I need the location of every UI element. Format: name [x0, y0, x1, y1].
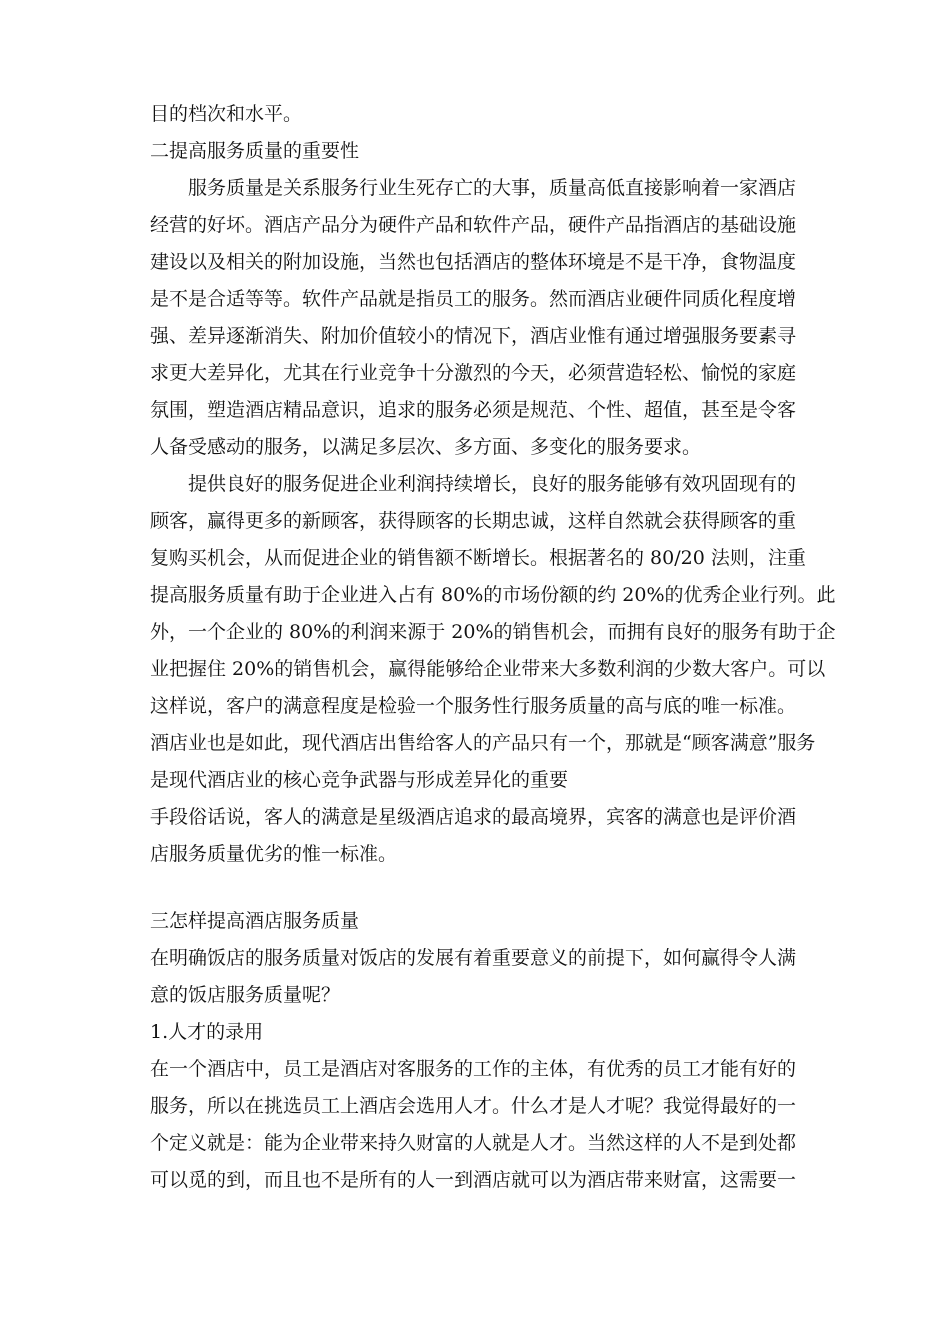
paragraph-line: 强、差异逐渐消失、附加价值较小的情况下，酒店业惟有通过增强服务要素寻	[150, 325, 797, 347]
paragraph-line: 人备受感动的服务，以满足多层次、多方面、多变化的服务要求。	[150, 436, 702, 458]
paragraph-line: 外，一个企业的 80%的利润来源于 20%的销售机会，而拥有良好的服务有助于企	[150, 621, 836, 643]
paragraph-line: 顾客，赢得更多的新顾客，获得顾客的长期忠诚，这样自然就会获得顾客的重	[150, 510, 797, 532]
paragraph-line: 业把握住 20%的销售机会，赢得能够给企业带来大多数利润的少数大客户。可以	[150, 658, 826, 680]
paragraph-line: 提高服务质量有助于企业进入占有 80%的市场份额的约 20%的优秀企业行列。此	[150, 584, 836, 606]
paragraph-line: 氛围，塑造酒店精品意识，追求的服务必须是规范、个性、超值，甚至是令客	[150, 399, 797, 421]
paragraph-gap	[150, 873, 810, 903]
paragraph-line: 酒店业也是如此，现代酒店出售给客人的产品只有一个，那就是“顾客满意”服务	[150, 732, 816, 754]
paragraph-line: 在一个酒店中，员工是酒店对客服务的工作的主体，有优秀的员工才能有好的	[150, 1058, 797, 1080]
document-body	[150, 96, 836, 1199]
subsection-heading: 1.人才的录用	[150, 1021, 264, 1043]
paragraph-line: 是不是合适等等。软件产品就是指员工的服务。然而酒店业硬件同质化程度增	[150, 288, 797, 310]
paragraph-line: 可以觅的到，而且也不是所有的人一到酒店就可以为酒店带来财富，这需要一	[150, 1169, 797, 1191]
paragraph-line: 意的饭店服务质量呢？	[150, 984, 341, 1006]
paragraph-line: 手段俗话说，客人的满意是星级酒店追求的最高境界，宾客的满意也是评价酒	[150, 806, 797, 828]
paragraph-line: 求更大差异化，尤其在行业竞争十分激烈的今天，必须营造轻松、愉悦的家庭	[150, 362, 797, 384]
paragraph-line: 这样说，客户的满意程度是检验一个服务性行服务质量的高与底的唯一标准。	[150, 695, 797, 717]
paragraph-line: 提供良好的服务促进企业利润持续增长，良好的服务能够有效巩固现有的	[188, 473, 797, 495]
section-heading: 二提高服务质量的重要性	[150, 140, 360, 162]
paragraph-line: 服务质量是关系服务行业生死存亡的大事，质量高低直接影响着一家酒店	[188, 177, 797, 199]
paragraph-line: 复购买机会，从而促进企业的销售额不断增长。根据著名的 80/20 法则，注重	[150, 547, 806, 569]
paragraph-line: 目的档次和水平。	[150, 103, 303, 125]
paragraph-line: 是现代酒店业的核心竞争武器与形成差异化的重要	[150, 769, 569, 791]
paragraph-line: 服务，所以在挑选员工上酒店会选用人才。什么才是人才呢？我觉得最好的一	[150, 1095, 797, 1117]
paragraph-line: 在明确饭店的服务质量对饭店的发展有着重要意义的前提下，如何赢得令人满	[150, 947, 797, 969]
paragraph-line: 建设以及相关的附加设施，当然也包括酒店的整体环境是不是干净，食物温度	[150, 251, 797, 273]
paragraph-line: 个定义就是：能为企业带来持久财富的人就是人才。当然这样的人不是到处都	[150, 1132, 797, 1154]
paragraph-line: 店服务质量优劣的惟一标准。	[150, 843, 398, 865]
paragraph-line: 经营的好坏。酒店产品分为硬件产品和软件产品，硬件产品指酒店的基础设施	[150, 214, 797, 236]
section-heading: 三怎样提高酒店服务质量	[150, 910, 360, 932]
